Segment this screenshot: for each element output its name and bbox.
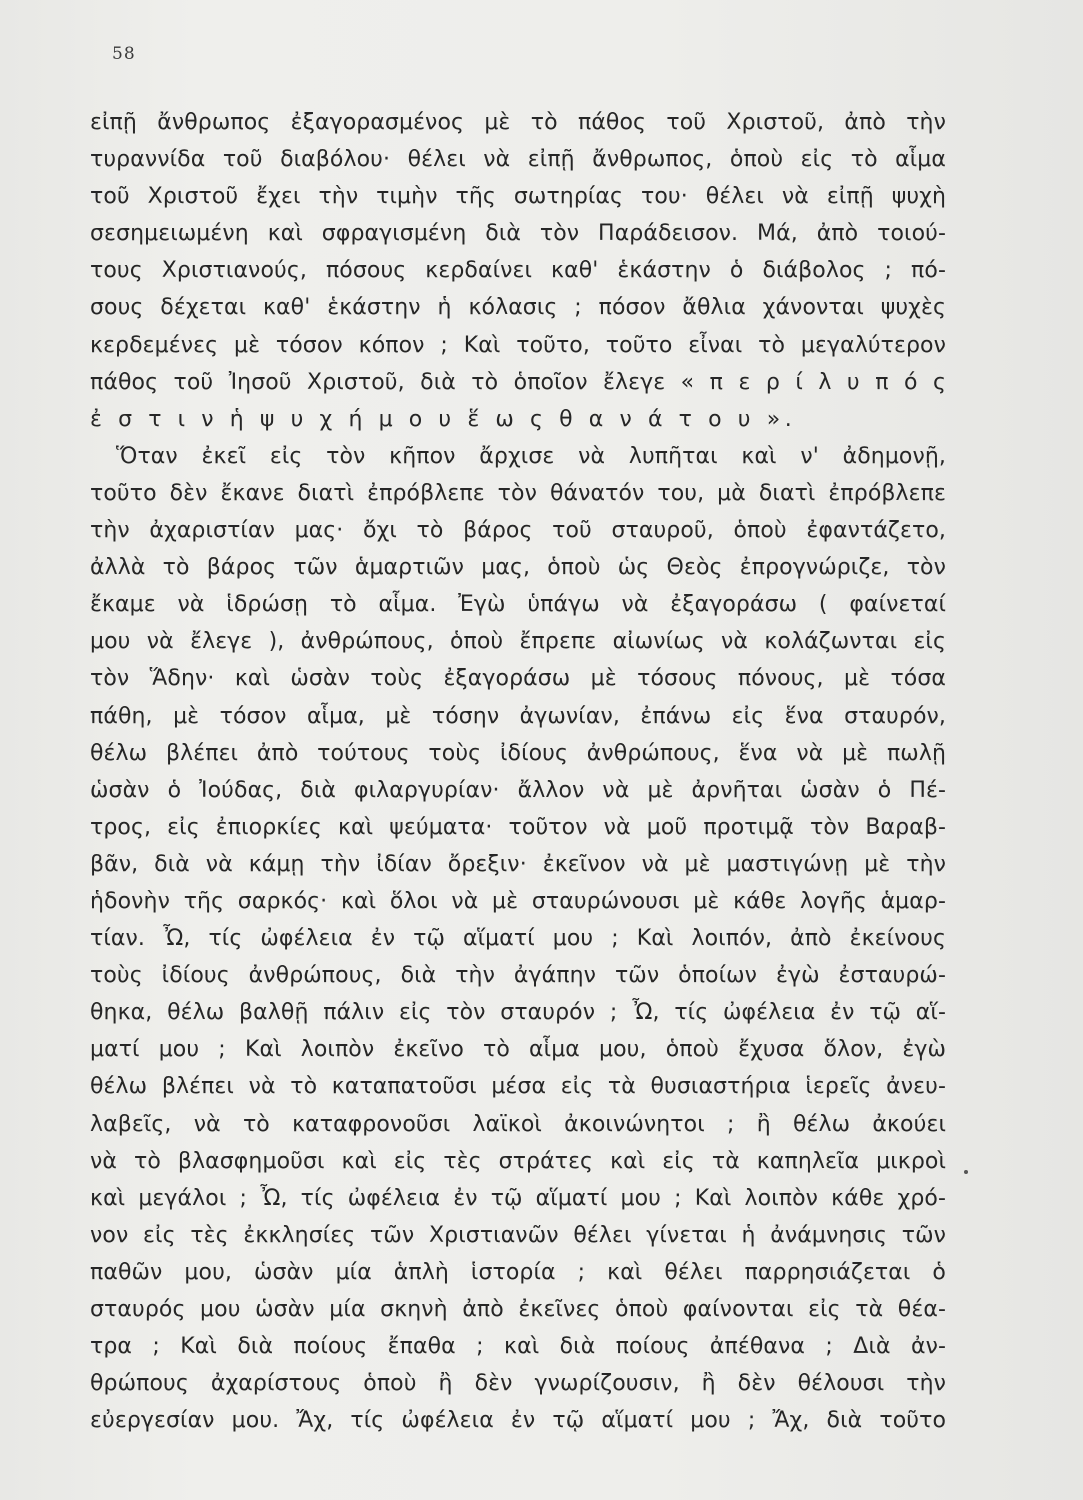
text-line: ἔκαμε νὰ ἱδρώσῃ τὸ αἷμα. Ἐγὼ ὑπάγω νὰ ἐξαγοράσω ( φαίνεταί <box>90 592 946 618</box>
text-line: σους δέχεται καθ' ἑκάστην ἡ κόλασις ; πόσον ἄθλια χάνονται ψυχὲς <box>90 295 946 321</box>
text-line: ἡδονὴν τῆς σαρκός· καὶ ὅλοι νὰ μὲ σταυρώνουσι μὲ κάθε λογῆς ἁμαρ- <box>90 888 946 914</box>
text-line: ματί μου ; Καὶ λοιπὸν ἐκεῖνο τὸ αἷμα μου, ὁποὺ ἔχυσα ὅλον, ἐγὼ <box>90 1037 946 1063</box>
text-line: θηκα, θέλω βαλθῇ πάλιν εἰς τὸν σταυρόν ; Ὦ, τίς ὠφέλεια ἐν τῷ αἵ- <box>90 1000 946 1026</box>
text-line: εὐεργεσίαν μου. Ἄχ, τίς ὠφέλεια ἐν τῷ αἵματί μου ; Ἄχ, διὰ τοῦτο <box>90 1408 946 1434</box>
text-line: νὰ τὸ βλασφημοῦσι καὶ εἰς τὲς στράτες καὶ εἰς τὰ καπηλεῖα μικροὶ <box>90 1148 946 1174</box>
paper-speck <box>964 1170 968 1174</box>
text-line: ὡσὰν ὁ Ἰούδας, διὰ φιλαργυρίαν· ἄλλον νὰ μὲ ἀρνῆται ὡσὰν ὁ Πέ- <box>90 777 946 803</box>
text-line: καὶ μεγάλοι ; Ὦ, τίς ὠφέλεια ἐν τῷ αἵματί μου ; Καὶ λοιπὸν κάθε χρό- <box>90 1185 946 1211</box>
text-line: εἰπῇ ἄνθρωπος ἐξαγορασμένος μὲ τὸ πάθος τοῦ Χριστοῦ, ἀπὸ τὴν <box>90 110 946 135</box>
text-line: θρώπους ἀχαρίστους ὁποὺ ἢ δὲν γνωρίζουσιν, ἢ δὲν θέλουσι τὴν <box>90 1371 946 1397</box>
text-line-paragraph-start: Ὅταν ἐκεῖ εἰς τὸν κῆπον ἄρχισε νὰ λυπῆται καὶ ν' ἀδημονῇ, <box>116 443 946 469</box>
text-line: μου νὰ ἔλεγε ), ἀνθρώπους, ὁποὺ ἔπρεπε αἰωνίως νὰ κολάζωνται εἰς <box>90 629 946 655</box>
text-line: τὸν Ἅδην· καὶ ὡσὰν τοὺς ἐξαγοράσω μὲ τόσους πόνους, μὲ τόσα <box>90 666 946 692</box>
text-line: τυραννίδα τοῦ διαβόλου· θέλει νὰ εἰπῇ ἄνθρωπος, ὁποὺ εἰς τὸ αἷμα <box>90 147 946 173</box>
text-line: πάθος τοῦ Ἰησοῦ Χριστοῦ, διὰ τὸ ὁποῖον ἔλεγε « π ε ρ ί λ υ π ό ς <box>90 369 946 395</box>
page-number: 58 <box>112 44 136 64</box>
text-line-spaced-quote: ἐ σ τ ι ν ἡ ψ υ χ ή μ ο υ ἕ ω ς θ α ν ά τ ο υ ». <box>90 406 797 432</box>
text-line: τοῦτο δὲν ἔκανε διατὶ ἐπρόβλεπε τὸν θάνατόν του, μὰ διατὶ ἐπρόβλεπε <box>90 480 946 506</box>
text-line: θέλω βλέπει ἀπὸ τούτους τοὺς ἰδίους ἀνθρώπους, ἕνα νὰ μὲ πωλῇ <box>90 740 946 766</box>
text-line: βᾶν, διὰ νὰ κάμῃ τὴν ἰδίαν ὄρεξιν· ἐκεῖνον νὰ μὲ μαστιγώνῃ μὲ τὴν <box>90 851 946 877</box>
text-line: κερδεμένες μὲ τόσον κόπον ; Καὶ τοῦτο, τοῦτο εἶναι τὸ μεγαλύτερον <box>90 332 946 358</box>
text-line: θέλω βλέπει νὰ τὸ καταπατοῦσι μέσα εἰς τὰ θυσιαστήρια ἱερεῖς ἀνευ- <box>90 1074 946 1100</box>
text-line: τοὺς ἰδίους ἀνθρώπους, διὰ τὴν ἀγάπην τῶν ὁποίων ἐγὼ ἐσταυρώ- <box>90 963 946 989</box>
text-line: τρος, εἰς ἐπιορκίες καὶ ψεύματα· τοῦτον νὰ μοῦ προτιμᾷ τὸν Βαραβ- <box>90 814 946 840</box>
text-line: τους Χριστιανούς, πόσους κερδαίνει καθ' ἑκάστην ὁ διάβολος ; πό- <box>90 258 946 284</box>
text-line: τίαν. Ὦ, τίς ὠφέλεια ἐν τῷ αἵματί μου ; Καὶ λοιπόν, ἀπὸ ἐκείνους <box>90 926 946 952</box>
text-line: πάθη, μὲ τόσον αἷμα, μὲ τόσην ἀγωνίαν, ἐπάνω εἰς ἕνα σταυρόν, <box>90 703 946 729</box>
text-line: ἀλλὰ τὸ βάρος τῶν ἁμαρτιῶν μας, ὁποὺ ὡς Θεὸς ἐπρογνώριζε, τὸν <box>90 555 946 581</box>
text-line: σταυρός μου ὡσὰν μία σκηνὴ ἀπὸ ἐκεῖνες ὁποὺ φαίνονται εἰς τὰ θέα- <box>90 1297 946 1322</box>
body-text <box>90 104 946 1439</box>
text-line: νον εἰς τὲς ἐκκλησίες τῶν Χριστιανῶν θέλει γίνεται ἡ ἀνάμνησις τῶν <box>90 1222 946 1248</box>
text-line: λαβεῖς, νὰ τὸ καταφρονοῦσι λαϊκοὶ ἀκοινώνητοι ; ἢ θέλω ἀκούει <box>90 1111 946 1137</box>
text-line: τρα ; Καὶ διὰ ποίους ἔπαθα ; καὶ διὰ ποίους ἀπέθανα ; Διὰ ἀν- <box>90 1334 946 1360</box>
text-line: τοῦ Χριστοῦ ἔχει τὴν τιμὴν τῆς σωτηρίας του· θέλει νὰ εἰπῇ ψυχὴ <box>90 184 946 210</box>
text-line: παθῶν μου, ὡσὰν μία ἁπλὴ ἱστορία ; καὶ θέλει παρρησιάζεται ὁ <box>90 1259 946 1285</box>
text-line: σεσημειωμένη καὶ σφραγισμένη διὰ τὸν Παράδεισον. Μά, ἀπὸ τοιού- <box>90 221 946 247</box>
text-line: τὴν ἀχαριστίαν μας· ὄχι τὸ βάρος τοῦ σταυροῦ, ὁποὺ ἐφαντάζετο, <box>90 518 946 544</box>
